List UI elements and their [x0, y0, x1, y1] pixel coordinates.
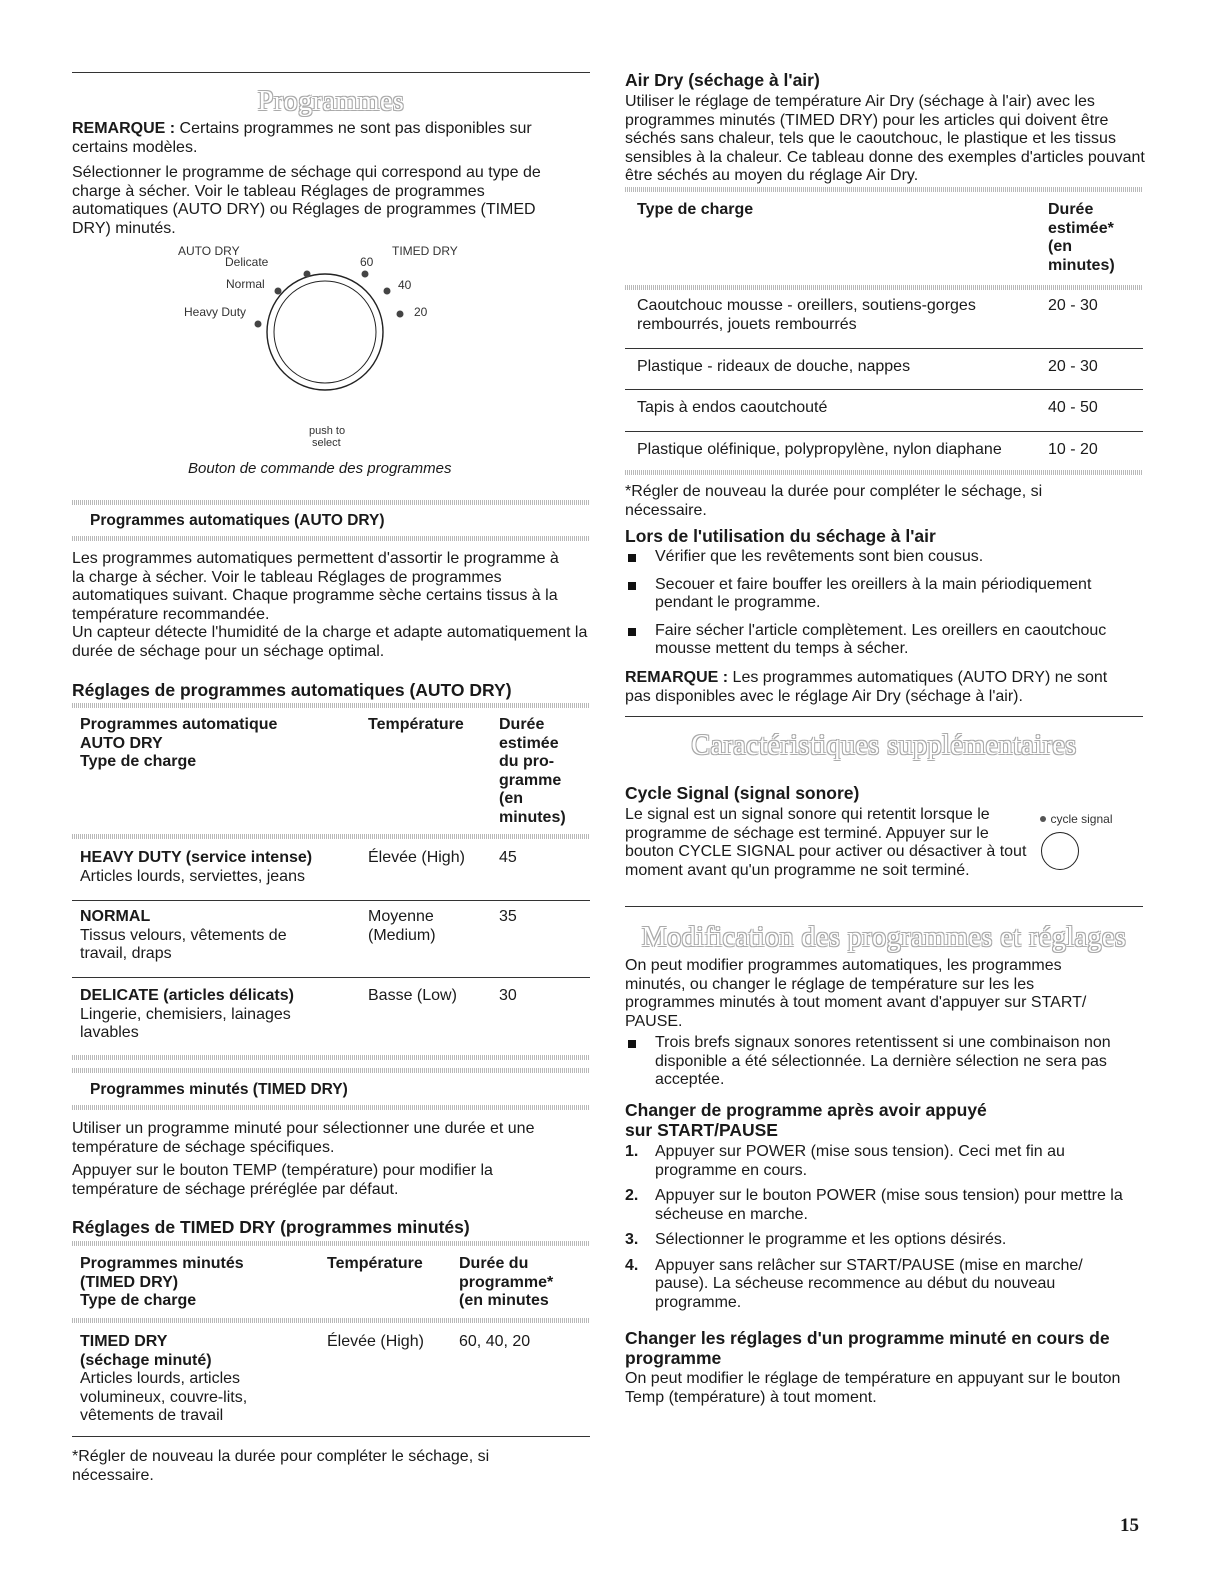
dial-inner-circle [274, 281, 376, 383]
air-row-rule [625, 389, 1143, 390]
cycle-bottom-rule [625, 906, 1143, 907]
dial-dot-20 [397, 311, 404, 318]
table-row [637, 297, 1022, 334]
air-table-header-rule [625, 285, 1143, 290]
carac-title: Caractéristiques supplémentaires [691, 730, 1077, 761]
table-row [637, 358, 1022, 377]
remarque-left [72, 120, 590, 157]
row-desc: Lingerie, chemisiers, lainages lavables [80, 1005, 291, 1041]
row-duration: 30 [499, 987, 517, 1004]
step-text: Appuyer sur POWER (mise sous tension). Ceci met fin au programme en cours. [655, 1143, 1065, 1179]
timed-row-name-2: (séchage minuté) [80, 1351, 212, 1369]
row-duration: 35 [499, 908, 517, 925]
auto-dur-1: Durée [499, 716, 545, 733]
dial-label-push: push to [309, 425, 346, 437]
row-desc: Tissus velours, vêtements de travail, draps [80, 926, 287, 962]
list-item: Vérifier que les revêtements sont bien cousus. [625, 548, 1145, 567]
table-row [637, 399, 1022, 418]
program-dial-diagram [170, 240, 480, 455]
timed-table-header-temp: Température [327, 1255, 423, 1272]
air-table-top-rule [625, 187, 1143, 192]
auto-paragraph-2: Un capteur détecte l'humidité de la charge et adapte automatiquement la durée de séchage pour un séchage optimal. [72, 624, 588, 660]
air-row-type: Caoutchouc mousse - oreillers, soutiens-gorges rembourrés, jouets rembourrés [637, 297, 976, 333]
step-text: Sélectionner le programme et les options désirés. [655, 1231, 1007, 1248]
row-desc: Articles lourds, serviettes, jeans [80, 867, 305, 885]
row-temp: Basse (Low) [368, 987, 457, 1004]
timed-paragraph-2: Appuyer sur le bouton TEMP (température) pour modifier la température de séchage préréglée par défaut. [72, 1162, 493, 1198]
carac-top-rule [625, 716, 1143, 717]
dial-dot-60 [362, 271, 369, 278]
programmes-title: Programmes [257, 86, 405, 117]
auto-paragraph-1: Les programmes automatiques permettent d'assortir le programme à la charge à sécher. Voir le tableau Réglages de programmes automatiques suivant. Chaque programme sèche certains tissus à la température recommandée. [72, 550, 559, 623]
timed-section-bottom-rule [72, 1105, 590, 1110]
list-item [625, 1231, 1125, 1250]
dial-dot-delicate [304, 271, 311, 278]
auto-dur-5: (en [499, 790, 523, 807]
cycle-signal-label: cycle signal [1050, 811, 1113, 826]
dial-label-select: select [312, 437, 341, 449]
auto-dur-4: gramme [499, 771, 562, 789]
auto-section-top-rule [72, 500, 590, 505]
air-row-rule [625, 431, 1143, 432]
cycle-signal-paragraph: Le signal est un signal sonore qui retentit lorsque le programme de séchage est terminé. Appuyer sur le bouton CYCLE SIGNAL pour activer ou désactiver à tout moment avant qu'un programme ne soit terminé. [625, 806, 1027, 879]
row-temp-b: (Medium) [368, 926, 436, 944]
air-row-duration: 10 - 20 [1048, 441, 1098, 458]
changer-title-1 [625, 1100, 987, 1140]
intro-paragraph: Sélectionner le programme de séchage qui correspond au type de charge à sécher. Voir le tableau Réglages de programmes automatiques (AUTO DRY) ou Réglages de programmes (TIMED DRY) minutés. [72, 164, 541, 237]
timed-row-duration: 60, 40, 20 [459, 1333, 531, 1350]
modif-paragraph: On peut modifier programmes automatiques, les programmes minutés, ou changer le réglage de température sur les les programmes minutés à tout moment avant d'appuyer sur START/ PAUSE. [625, 957, 1087, 1030]
dial-label-normal: Normal [226, 277, 265, 291]
timed-paragraph-1: Utiliser un programme minuté pour sélectionner une durée et une température de séchage spécifiques. [72, 1120, 535, 1156]
dial-caption: Bouton de commande des programmes [188, 460, 452, 477]
air-footnote: *Régler de nouveau la durée pour compléter le séchage, si nécessaire. [625, 483, 1043, 519]
air-dry-title: Air Dry (séchage à l'air) [625, 70, 820, 90]
list-item: Faire sécher l'article complètement. Les oreillers en caoutchouc mousse mettent du temps à sécher. [625, 622, 1145, 659]
timed-header-1: Programmes minutés [80, 1255, 244, 1272]
dial-dot-heavy [255, 321, 262, 328]
modif-title: Modification des programmes et réglages [641, 922, 1127, 953]
remarque-right [625, 669, 1125, 706]
dial-label-heavy-duty: Heavy Duty [184, 305, 247, 319]
dial-label-delicate: Delicate [225, 255, 269, 269]
row-rule [72, 977, 590, 978]
auto-table-header-type [80, 716, 340, 772]
auto-table-title-rule [72, 703, 590, 708]
list-item [625, 1143, 1125, 1180]
auto-section-title: Programmes automatiques (AUTO DRY) [90, 512, 385, 529]
row-temp-a: Moyenne [368, 908, 434, 925]
timed-table-header-type [80, 1255, 244, 1311]
top-rule-left [72, 72, 590, 73]
air-row-type: Tapis à endos caoutchouté [637, 399, 828, 416]
dial-label-40: 40 [398, 278, 412, 292]
dial-label-60: 60 [360, 255, 374, 269]
auto-section-bottom-rule [72, 536, 590, 541]
indicator-dot-icon [1040, 816, 1046, 822]
timed-row-temp: Élevée (High) [327, 1333, 424, 1350]
auto-table-header-rule [72, 834, 590, 839]
timed-section-title: Programmes minutés (TIMED DRY) [90, 1081, 348, 1098]
table-row [637, 441, 1037, 460]
changer-title-2: Changer les réglages d'un programme minuté en cours de programme [625, 1328, 1110, 1368]
list-item: Trois brefs signaux sonores retentissent si une combinaison non disponible a été sélectionnée. La dernière sélection ne sera pas acceptée. [625, 1034, 1145, 1090]
row-duration: 45 [499, 849, 517, 866]
timed-table-header-rule [72, 1318, 590, 1323]
dial-dot-normal [275, 288, 282, 295]
step-number: 4. [625, 1256, 639, 1274]
auto-table-title: Réglages de programmes automatiques (AUTO DRY) [72, 680, 512, 700]
page-number: 15 [1120, 1515, 1139, 1536]
air-dur-3: (en [1048, 238, 1072, 255]
auto-header-line2: AUTO DRY [80, 734, 163, 752]
timed-row-desc: Articles lourds, articles volumineux, couvre-lits, vêtements de travail [80, 1370, 248, 1424]
air-row-duration: 20 - 30 [1048, 358, 1098, 375]
cycle-signal-button[interactable] [1041, 832, 1079, 870]
list-item [625, 1257, 1125, 1313]
air-table-header-duration [1048, 201, 1115, 275]
timed-dur-3: (en minutes [459, 1292, 549, 1309]
cycle-signal-indicator [1040, 810, 1112, 828]
dial-label-timed-dry: TIMED DRY [392, 244, 458, 258]
dial-label-20: 20 [414, 305, 428, 319]
step-text: Appuyer sur le bouton POWER (mise sous tension) pour mettre la sécheuse en marche. [655, 1187, 1123, 1223]
auto-dur-2: estimée [499, 734, 559, 752]
air-row-type: Plastique oléfinique, polypropylène, nylon diaphane [637, 441, 1002, 458]
changer-title-1b: sur START/PAUSE [625, 1120, 778, 1140]
row-name: DELICATE (articles délicats) [80, 987, 294, 1004]
row-name: NORMAL [80, 908, 151, 925]
row-rule [72, 900, 590, 901]
air-row-duration: 20 - 30 [1048, 297, 1098, 314]
timed-header-2: (TIMED DRY) [80, 1273, 179, 1291]
auto-table-bottom-rule [72, 1055, 590, 1060]
timed-table-header-duration [459, 1255, 553, 1311]
timed-table-title-rule [72, 1241, 590, 1246]
step-number: 1. [625, 1143, 639, 1160]
remarque-label: REMARQUE : [72, 120, 176, 137]
auto-table-header-temp: Température [368, 716, 464, 733]
timed-header-3: Type de charge [80, 1292, 197, 1309]
air-row-type: Plastique - rideaux de douche, nappes [637, 358, 911, 375]
left-footnote: *Régler de nouveau la durée pour compléter le séchage, si nécessaire. [72, 1448, 490, 1484]
remarque-text: Certains programmes ne sont pas disponibles sur certains modèles. [72, 120, 532, 156]
air-dur-2: estimée* [1048, 219, 1114, 237]
cycle-signal-title: Cycle Signal (signal sonore) [625, 783, 860, 803]
air-dur-4: minutes) [1048, 256, 1115, 274]
air-table-bottom-rule [625, 470, 1143, 475]
dial-label-auto-dry: AUTO DRY [178, 244, 240, 258]
air-dry-paragraph: Utiliser le réglage de température Air Dry (séchage à l'air) avec les programmes minutés (TIMED DRY) pour les articles qui doivent être séchés sans chaleur, tels que le caoutchouc, le plastique et les tissus sensibles à la chaleur. Ce tableau donne des exemples d'articles pouvant être séchés au moyen du réglage Air Dry. [625, 93, 1145, 184]
dial-outer-circle [267, 274, 383, 390]
timed-dur-2: programme* [459, 1273, 554, 1291]
auto-dur-3: du pro- [499, 753, 555, 770]
auto-header-line3: Type de charge [80, 753, 197, 770]
step-number: 3. [625, 1231, 639, 1248]
row-temp: Élevée (High) [368, 849, 465, 866]
row-name: HEAVY DUTY (service intense) [80, 849, 313, 866]
timed-row-name-1: TIMED DRY [80, 1333, 168, 1350]
step-number: 2. [625, 1187, 639, 1204]
timed-table-bottom-rule [72, 1436, 590, 1437]
steps-list [625, 1143, 1125, 1312]
air-table-header-type: Type de charge [637, 201, 754, 218]
remarque-label: REMARQUE : [625, 669, 729, 686]
air-row-duration: 40 - 50 [1048, 399, 1098, 416]
auto-header-line1: Programmes automatique [80, 716, 278, 733]
lors-title: Lors de l'utilisation du séchage à l'air [625, 526, 936, 546]
auto-table-header-duration [499, 716, 566, 827]
timed-table-title: Réglages de TIMED DRY (programmes minutés) [72, 1217, 470, 1237]
changer-title-1a: Changer de programme après avoir appuyé [625, 1100, 987, 1120]
changer-paragraph-2: On peut modifier le réglage de température en appuyant sur le bouton Temp (température) à tout moment. [625, 1370, 1121, 1406]
timed-dur-1: Durée du [459, 1255, 529, 1272]
timed-section-top-rule [72, 1068, 590, 1073]
step-text: Appuyer sans relâcher sur START/PAUSE (mise en marche/ pause). La sécheuse recommence au début du nouveau programme. [655, 1256, 1083, 1311]
lors-bullet-list [625, 548, 1145, 659]
air-dur-1: Durée [1048, 201, 1094, 218]
remarque-text: Les programmes automatiques (AUTO DRY) ne sont pas disponibles avec le réglage Air Dry (séchage à l'air). [625, 669, 1108, 705]
auto-dur-6: minutes) [499, 808, 566, 826]
list-item: Secouer et faire bouffer les oreillers à la main périodiquement pendant le programme. [625, 576, 1145, 613]
table-row [80, 1333, 280, 1426]
row-temp [368, 908, 436, 945]
air-row-rule [625, 348, 1143, 349]
dial-dot-40 [384, 288, 391, 295]
list-item [625, 1187, 1125, 1224]
